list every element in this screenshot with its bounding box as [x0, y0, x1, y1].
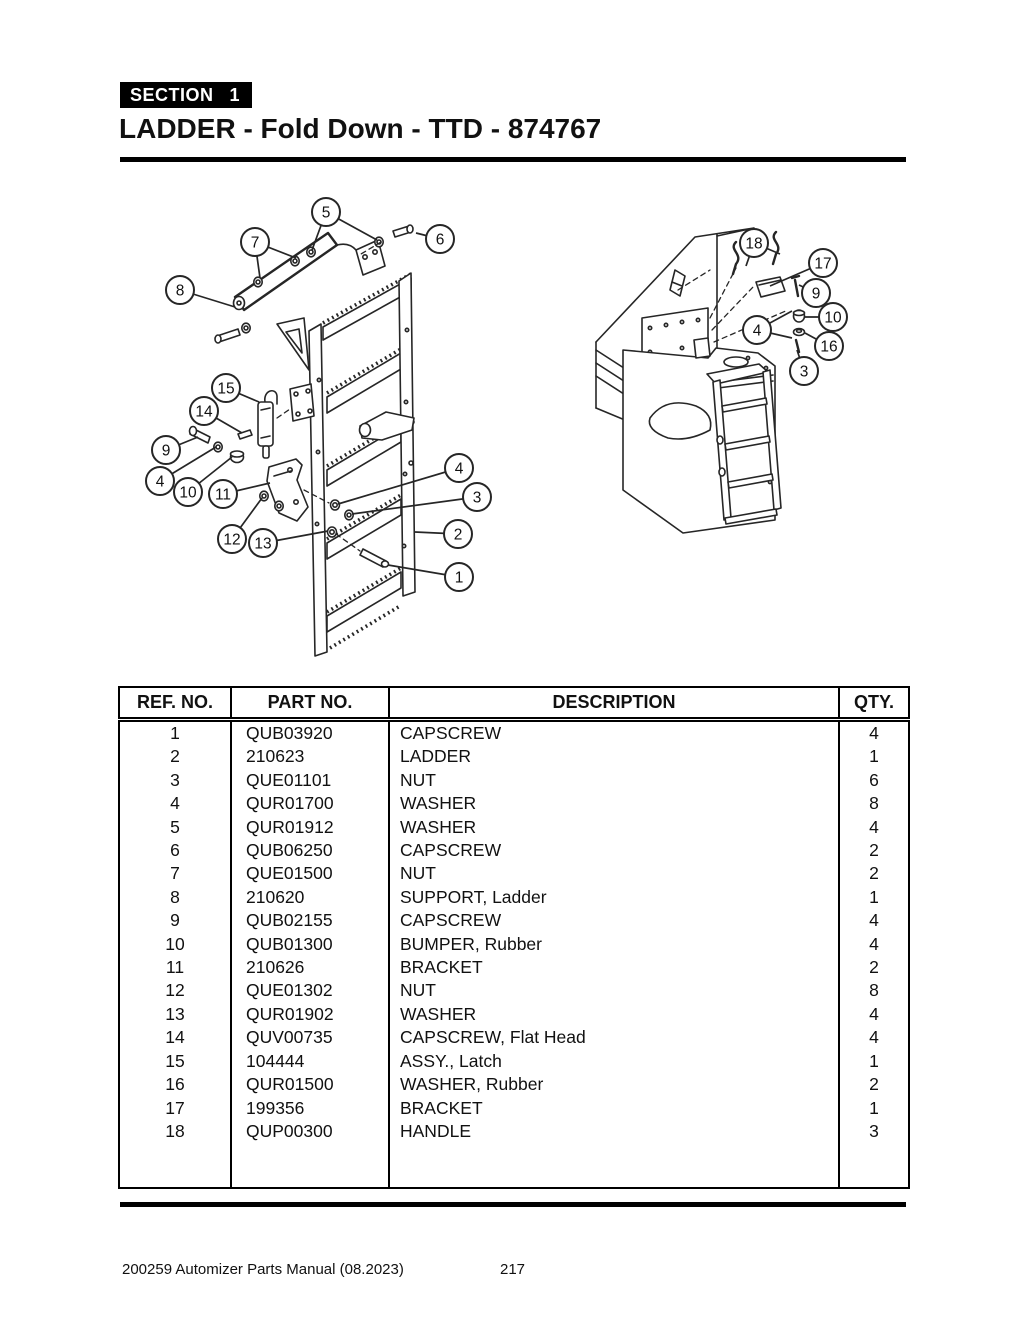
callout-number-2: 2	[453, 526, 463, 544]
cell-description: HANDLE	[389, 1120, 839, 1143]
table-row	[119, 720, 909, 746]
cell-ref-no: 16	[119, 1073, 231, 1096]
callout-number-12: 12	[223, 531, 241, 549]
cell-ref-no: 9	[119, 909, 231, 932]
ladder-treads	[323, 274, 411, 648]
spacer-cell	[389, 1143, 839, 1188]
cell-ref-no: 18	[119, 1120, 231, 1143]
cell-part-no: QUE01302	[231, 979, 389, 1002]
cell-qty: 3	[839, 1120, 909, 1143]
cell-qty: 2	[839, 1073, 909, 1096]
cell-part-no: 210626	[231, 956, 389, 979]
table-row	[119, 862, 909, 885]
cell-qty: 8	[839, 979, 909, 1002]
callout-number-6: 6	[435, 231, 445, 249]
cell-part-no: QUB01300	[231, 933, 389, 956]
cell-qty: 1	[839, 886, 909, 909]
cell-ref-no: 17	[119, 1097, 231, 1120]
cell-ref-no: 14	[119, 1026, 231, 1049]
ladder-installed-view	[596, 228, 805, 533]
cell-part-no: QUB06250	[231, 839, 389, 862]
footer-manual-title: 200259 Automizer Parts Manual (08.2023)	[122, 1261, 404, 1278]
callout-number-10: 10	[824, 309, 842, 327]
cell-part-no: QUR01902	[231, 1003, 389, 1026]
header-ref-no: REF. NO.	[119, 687, 231, 720]
table-row	[119, 979, 909, 1002]
spacer-cell	[231, 1143, 389, 1188]
cell-qty: 1	[839, 745, 909, 768]
cell-description: CAPSCREW	[389, 720, 839, 746]
cell-part-no: QUB02155	[231, 909, 389, 932]
cell-qty: 4	[839, 909, 909, 932]
title-divider	[120, 157, 906, 162]
callout-number-4: 4	[155, 473, 165, 491]
cell-qty: 2	[839, 839, 909, 862]
table-row	[119, 816, 909, 839]
cell-description: NUT	[389, 862, 839, 885]
callout-number-16: 16	[820, 338, 838, 356]
cell-part-no: QUR01500	[231, 1073, 389, 1096]
cell-qty: 1	[839, 1097, 909, 1120]
table-row	[119, 1050, 909, 1073]
cell-ref-no: 13	[119, 1003, 231, 1026]
callout-number-11: 11	[214, 486, 232, 504]
table-row	[119, 1003, 909, 1026]
cell-qty: 4	[839, 816, 909, 839]
callout-number-17: 17	[814, 255, 832, 273]
cell-qty: 1	[839, 1050, 909, 1073]
table-row	[119, 933, 909, 956]
callout-number-14: 14	[195, 403, 213, 421]
table-row	[119, 1073, 909, 1096]
cell-description: BRACKET	[389, 956, 839, 979]
cell-ref-no: 10	[119, 933, 231, 956]
footer-page-number: 217	[500, 1261, 526, 1278]
footer-divider	[120, 1202, 906, 1207]
spacer-cell	[839, 1143, 909, 1188]
cell-qty: 4	[839, 1003, 909, 1026]
callout-number-4: 4	[454, 460, 464, 478]
cell-ref-no: 7	[119, 862, 231, 885]
cell-qty: 6	[839, 769, 909, 792]
callout-number-7: 7	[250, 234, 260, 252]
callout-number-3: 3	[472, 489, 482, 507]
callout-number-4: 4	[752, 322, 762, 340]
cell-qty: 8	[839, 792, 909, 815]
table-row	[119, 886, 909, 909]
cell-description: WASHER	[389, 792, 839, 815]
cell-qty: 4	[839, 1026, 909, 1049]
cell-ref-no: 5	[119, 816, 231, 839]
table-row	[119, 909, 909, 932]
cell-part-no: 104444	[231, 1050, 389, 1073]
header-qty: QTY.	[839, 687, 909, 720]
cell-part-no: 210620	[231, 886, 389, 909]
cell-part-no: QUP00300	[231, 1120, 389, 1143]
cell-description: WASHER	[389, 816, 839, 839]
cell-description: ASSY., Latch	[389, 1050, 839, 1073]
table-row	[119, 1120, 909, 1143]
cell-description: LADDER	[389, 745, 839, 768]
spacer-cell	[119, 1143, 231, 1188]
cell-ref-no: 12	[119, 979, 231, 1002]
header-part-no: PART NO.	[231, 687, 389, 720]
cell-ref-no: 11	[119, 956, 231, 979]
cell-description: BUMPER, Rubber	[389, 933, 839, 956]
table-row	[119, 745, 909, 768]
parts-diagram	[118, 190, 908, 670]
cell-ref-no: 1	[119, 720, 231, 746]
cell-part-no: 199356	[231, 1097, 389, 1120]
table-row	[119, 839, 909, 862]
cell-description: SUPPORT, Ladder	[389, 886, 839, 909]
cell-qty: 4	[839, 933, 909, 956]
ladder-exploded-view	[190, 225, 416, 656]
callout-number-9: 9	[811, 285, 821, 303]
callout-number-15: 15	[217, 380, 235, 398]
section-label: SECTION	[130, 85, 214, 105]
page-title: LADDER - Fold Down - TTD - 874767	[119, 113, 602, 144]
cell-description: WASHER, Rubber	[389, 1073, 839, 1096]
table-row	[119, 956, 909, 979]
table-spacer-row	[119, 1143, 909, 1188]
cell-description: NUT	[389, 979, 839, 1002]
callout-number-1: 1	[454, 569, 464, 587]
cell-part-no: QUE01500	[231, 862, 389, 885]
cell-part-no: QUE01101	[231, 769, 389, 792]
cell-ref-no: 15	[119, 1050, 231, 1073]
callout-number-3: 3	[799, 363, 809, 381]
callout-number-9: 9	[161, 442, 171, 460]
cell-description: CAPSCREW, Flat Head	[389, 1026, 839, 1049]
section-badge	[120, 82, 252, 108]
cell-part-no: QUR01700	[231, 792, 389, 815]
cell-ref-no: 6	[119, 839, 231, 862]
callout-number-10: 10	[179, 484, 197, 502]
cell-description: NUT	[389, 769, 839, 792]
callout-number-13: 13	[254, 535, 272, 553]
cell-description: CAPSCREW	[389, 909, 839, 932]
cell-description: WASHER	[389, 1003, 839, 1026]
cell-part-no: QUB03920	[231, 720, 389, 746]
cell-qty: 4	[839, 720, 909, 746]
table-row	[119, 769, 909, 792]
cell-ref-no: 4	[119, 792, 231, 815]
cell-ref-no: 8	[119, 886, 231, 909]
cell-qty: 2	[839, 862, 909, 885]
cell-description: CAPSCREW	[389, 839, 839, 862]
parts-table	[118, 686, 910, 1189]
callout-leader-4	[338, 468, 459, 504]
callout-number-18: 18	[745, 235, 763, 253]
callout-number-5: 5	[321, 204, 331, 222]
section-number: 1	[229, 85, 241, 105]
cell-part-no: QUV00735	[231, 1026, 389, 1049]
cell-part-no: QUR01912	[231, 816, 389, 839]
cell-ref-no: 3	[119, 769, 231, 792]
latch-assembly	[258, 384, 314, 458]
callout-number-8: 8	[175, 282, 185, 300]
table-header-row	[119, 687, 909, 720]
cell-part-no: 210623	[231, 745, 389, 768]
cell-qty: 2	[839, 956, 909, 979]
table-row	[119, 1097, 909, 1120]
cell-description: BRACKET	[389, 1097, 839, 1120]
header-description: DESCRIPTION	[389, 687, 839, 720]
table-row	[119, 1026, 909, 1049]
table-row	[119, 792, 909, 815]
cell-ref-no: 2	[119, 745, 231, 768]
